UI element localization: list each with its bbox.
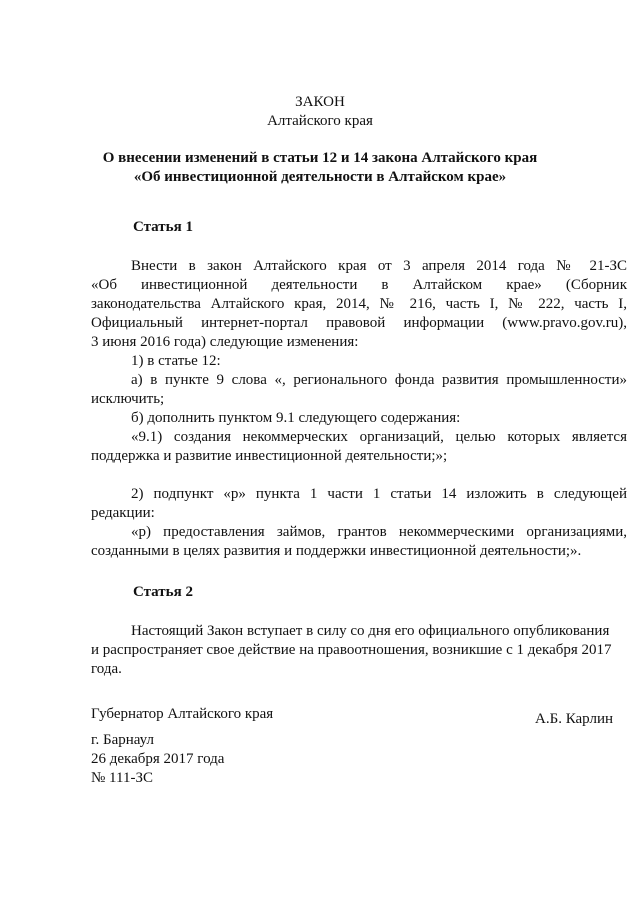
article-1-line: 3 июня 2016 года) следующие изменения: — [91, 334, 359, 350]
article-2-line: года. — [91, 661, 122, 677]
signatory-title: Губернатор Алтайского края — [91, 706, 274, 722]
document-title-line-1: О внесении изменений в статьи 12 и 14 закона Алтайского края — [102, 150, 538, 166]
article-1-line: «Об инвестиционной деятельности в Алтайском крае» (Сборник — [91, 277, 627, 293]
article-1-line: созданными в целях развития и поддержки инвестиционной деятельности;». — [91, 543, 582, 559]
article-2-line: Настоящий Закон вступает в силу со дня его официального опубликования — [131, 623, 610, 639]
article-1-line: 2) подпункт «р» пункта 1 части 1 статьи 14 изложить в следующей — [131, 486, 627, 502]
document-type: ЗАКОН — [295, 94, 345, 110]
article-1-line: Внести в закон Алтайского края от 3 апреля 2014 года № 21-ЗС — [131, 258, 627, 274]
article-1-line: поддержка и развитие инвестиционной деятельности;»; — [91, 448, 448, 464]
article-1-line: Официальный интернет-портал правовой информации (www.pravo.gov.ru), — [91, 315, 627, 331]
article-1-line: законодательства Алтайского края, 2014, № 216, часть I, № 222, часть I, — [91, 296, 627, 312]
issue-city: г. Барнаул — [91, 732, 154, 748]
article-2-line: и распространяет свое действие на правоотношения, возникшие с 1 декабря 2017 — [91, 642, 612, 658]
document-region: Алтайского края — [267, 113, 373, 129]
article-1-line: а) в пункте 9 слова «, регионального фонда развития промышленности» — [131, 372, 627, 388]
issue-date: 26 декабря 2017 года — [91, 751, 225, 767]
article-2-heading: Статья 2 — [133, 584, 193, 600]
article-1-line: редакции: — [91, 505, 155, 521]
article-1-line: исключить; — [91, 391, 165, 407]
article-1-line: 1) в статье 12: — [131, 353, 221, 369]
document-title-line-2: «Об инвестиционной деятельности в Алтайском крае» — [133, 169, 507, 185]
article-1-line: «р) предоставления займов, грантов некоммерческими организациями, — [131, 524, 627, 540]
law-number: № 111-ЗС — [91, 770, 153, 786]
article-1-heading: Статья 1 — [133, 219, 193, 235]
signatory-name: А.Б. Карлин — [535, 711, 614, 727]
article-1-line: «9.1) создания некоммерческих организаций, целью которых является — [131, 429, 627, 445]
article-1-line: б) дополнить пунктом 9.1 следующего содержания: — [131, 410, 461, 426]
